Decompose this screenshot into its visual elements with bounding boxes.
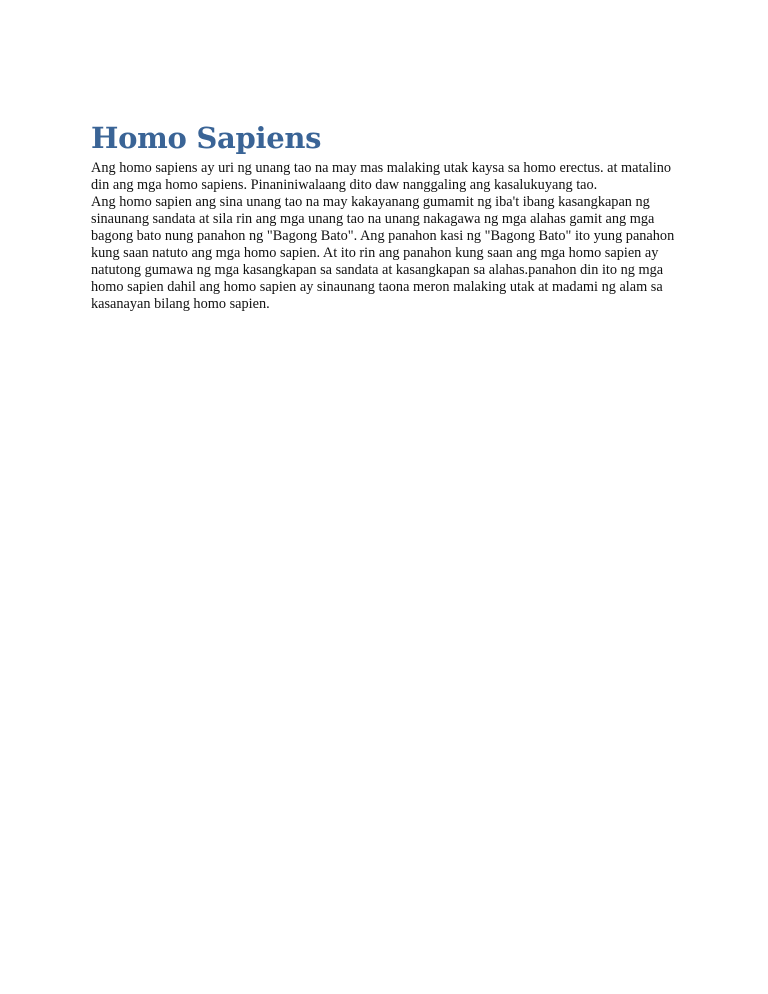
- document-content: [91, 120, 681, 313]
- document-title: Homo Sapiens: [91, 121, 322, 155]
- paragraph-1: Ang homo sapiens ay uri ng unang tao na may mas malaking utak kaysa sa homo erectus. at matalino din ang mga homo sapiens. Pinaniniwalaang dito daw nanggaling ang kasalukuyang tao.: [91, 160, 672, 193]
- paragraph-2: Ang homo sapien ang sina unang tao na may kakayanang gumamit ng iba't ibang kasangkapan ng sinaunang sandata at sila rin ang mga unang tao na unang nakagawa ng mga alahas gamit ang mga bagong bato nung panahon ng "Bagong Bato". Ang panahon kasi ng "Bagong Bato" ito yung panahon kung saan natuto ang mga homo sapien. At ito rin ang panahon kung saan ang mga homo sapien ay natutong gumawa ng mga kasangkapan sa sandata at kasangkapan sa alahas.panahon din ito ng mga homo sapien dahil ang homo sapien ay sinaunang taona meron malaking utak at madami ng alam sa kasanayan bilang homo sapien.: [91, 194, 675, 312]
